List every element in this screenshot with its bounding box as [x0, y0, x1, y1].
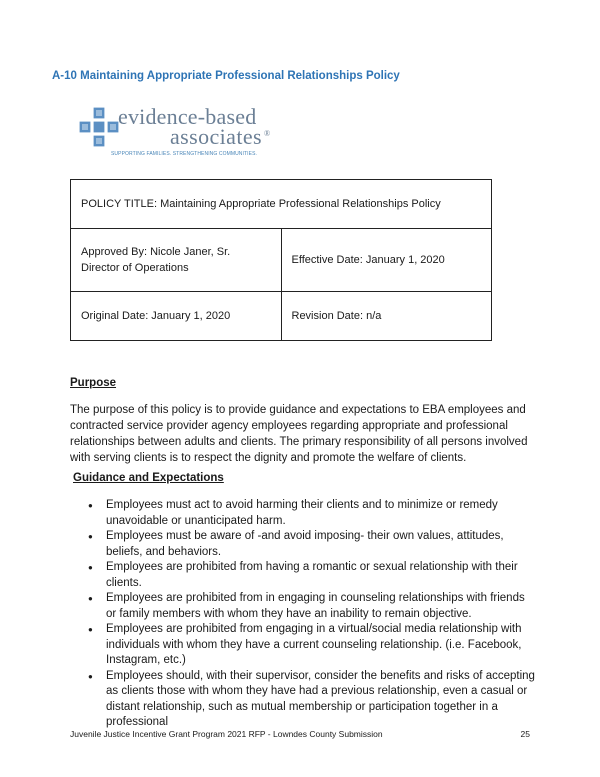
guidance-list: [88, 498, 536, 731]
guidance-item: ● Employees must be aware of -and avoid imposing- their own values, attitudes, beliefs, and behaviors.: [88, 529, 536, 560]
guidance-item: ● Employees are prohibited from engaging in a virtual/social media relationship with individuals with whom they have a current counseling relationship. (i.e. Facebook, Instagram, etc.): [88, 622, 536, 669]
logo-tagline: SUPPORTING FAMILIES. STRENGTHENING COMMUNITIES.: [111, 151, 258, 157]
policy-info-table: [70, 179, 492, 341]
policy-title-cell: POLICY TITLE: Maintaining Appropriate Professional Relationships Policy: [71, 180, 492, 229]
original-date-cell: Original Date: January 1, 2020: [71, 292, 282, 341]
approval-row: [71, 229, 492, 292]
logo-wordmark-line2-text: associates: [170, 124, 262, 149]
policy-title-row: [71, 180, 492, 229]
registered-mark: ®: [263, 128, 271, 138]
purpose-paragraph: The purpose of this policy is to provide guidance and expectations to EBA employees and contracted service provider agency employees regarding appropriate and professional relationships between adults and clients. The primary responsibility of all persons involved with serving clients is to respect the dignity and promote the welfare of clients.: [70, 404, 528, 464]
effective-date-cell: Effective Date: January 1, 2020: [281, 229, 492, 292]
section-heading: A-10 Maintaining Appropriate Professional Relationships Policy: [52, 70, 400, 82]
guidance-heading: Guidance and Expectations: [73, 472, 224, 484]
dates-row: [71, 292, 492, 341]
guidance-item: ● Employees should, with their supervisor, consider the benefits and risks of accepting as clients those with whom they have had a previous relationship, even a casual or distant relationship, such as mutual membership or participation together in a professional: [88, 669, 536, 731]
guidance-item: ● Employees are prohibited from in engaging in counseling relationships with friends or family members with whom they have an inability to remain objective.: [88, 591, 536, 622]
cross-logo-icon: [78, 106, 120, 148]
purpose-heading: Purpose: [70, 377, 117, 389]
page-number: 25: [520, 729, 530, 739]
company-logo: [78, 104, 278, 160]
guidance-item: ● Employees are prohibited from having a romantic or sexual relationship with their clients.: [88, 560, 536, 591]
logo-wordmark-line2: [170, 124, 270, 150]
revision-date-cell: Revision Date: n/a: [281, 292, 492, 341]
guidance-item: ● Employees must act to avoid harming their clients and to minimize or remedy unavoidable or unanticipated harm.: [88, 498, 536, 529]
logo-wordmark-line1: evidence-based: [118, 104, 257, 129]
footer-text: Juvenile Justice Incentive Grant Program 2021 RFP - Lowndes County Submission: [70, 729, 383, 739]
approved-by-cell: Approved By: Nicole Janer, Sr. Director of Operations: [71, 229, 282, 292]
